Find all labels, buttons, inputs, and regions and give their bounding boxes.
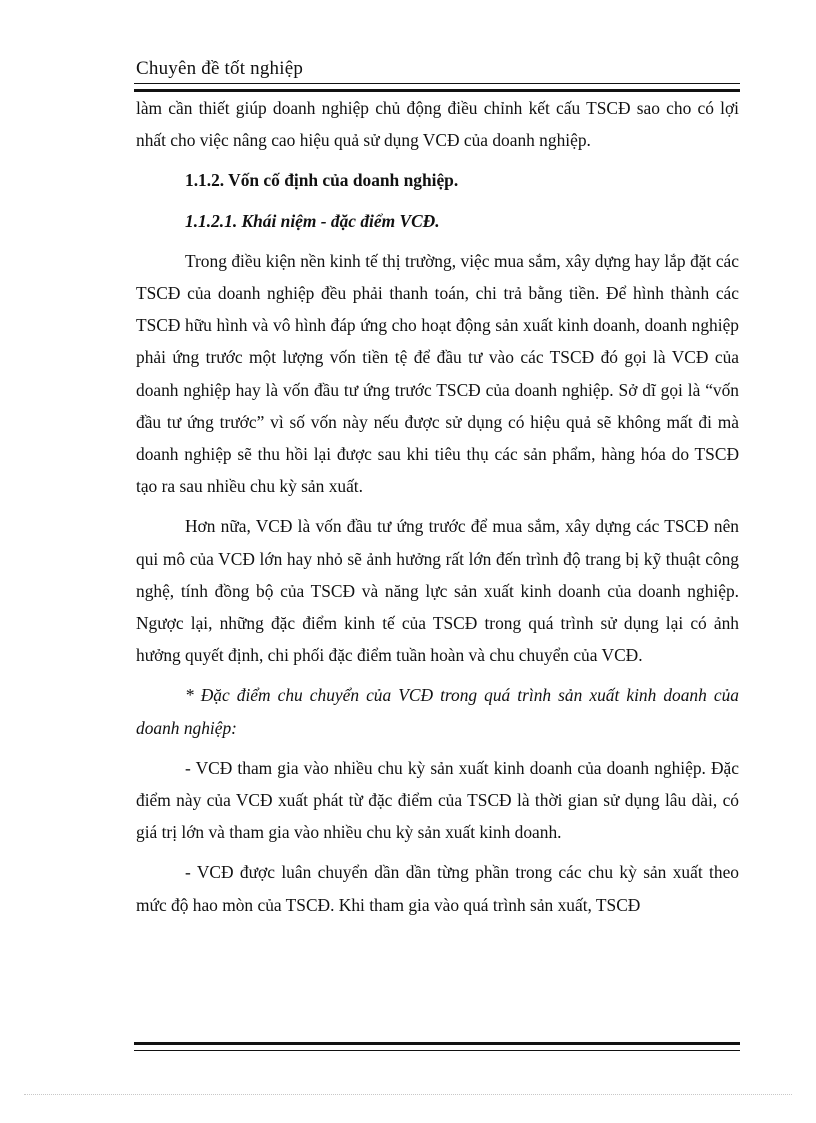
section-heading: 1.1.2. Vốn cố định của doanh nghiệp. (185, 170, 459, 191)
page-header-title: Chuyên đề tốt nghiệp (136, 58, 304, 79)
document-body (136, 92, 739, 929)
page-boundary (24, 1094, 792, 1095)
paragraph-characteristics-heading: * Đặc điểm chu chuyển của VCĐ trong quá trình sản xuất kinh doanh của doanh nghiệp: (136, 685, 739, 738)
list-item-multiple-cycles: - VCĐ tham gia vào nhiều chu kỳ sản xuất kinh doanh của doanh nghiệp. Đặc điểm này của VCĐ xuất phát từ đặc điểm của TSCĐ là thời gian sử dụng lâu dài, có giá trị lớn và tham gia vào nhiều chu kỳ sản xuất kinh doanh. (136, 757, 739, 843)
footer-divider (134, 1042, 740, 1051)
paragraph-continuation: làm cần thiết giúp doanh nghiệp chủ động điều chỉnh kết cấu TSCĐ sao cho có lợi nhất cho việc nâng cao hiệu quả sử dụng VCĐ của doanh nghiệp. (136, 98, 739, 151)
paragraph-definition: Trong điều kiện nền kinh tế thị trường, việc mua sắm, xây dựng hay lắp đặt các TSCĐ của doanh nghiệp đều phải thanh toán, chi trả bằng tiền. Để hình thành các TSCĐ hữu hình và vô hình đáp ứng cho hoạt động sản xuất kinh doanh, doanh nghiệp phải ứng trước một lượng vốn tiền tệ để đầu tư vào các TSCĐ đó gọi là VCĐ của doanh nghiệp hay là vốn đầu tư ứng trước TSCĐ của doanh nghiệp. Sở dĩ gọi là “vốn đầu tư ứng trước” vì số vốn này nếu được sử dụng có hiệu quả sẽ không mất đi mà doanh nghiệp sẽ thu hồi lại được sau khi tiêu thụ các sản phẩm, hàng hóa do TSCĐ tạo ra sau nhiều chu kỳ sản xuất. (136, 250, 739, 497)
header-divider (134, 83, 740, 92)
subsection-heading: 1.1.2.1. Khái niệm - đặc điểm VCĐ. (185, 210, 440, 231)
list-item-gradual-transfer: - VCĐ được luân chuyển dần dần từng phần trong các chu kỳ sản xuất theo mức độ hao mòn của TSCĐ. Khi tham gia vào quá trình sản xuất, TSCĐ (136, 862, 739, 915)
paragraph-scale: Hơn nữa, VCĐ là vốn đầu tư ứng trước để mua sắm, xây dựng các TSCĐ nên qui mô của VCĐ lớn hay nhỏ sẽ ảnh hưởng rất lớn đến trình độ trang bị kỹ thuật công nghệ, tính đồng bộ của TSCĐ và năng lực sản xuất kinh doanh của doanh nghiệp. Ngược lại, những đặc điểm kinh tế của TSCĐ trong quá trình sử dụng lại có ảnh hưởng quyết định, chi phối đặc điểm tuần hoàn và chu chuyển của VCĐ. (136, 516, 739, 666)
